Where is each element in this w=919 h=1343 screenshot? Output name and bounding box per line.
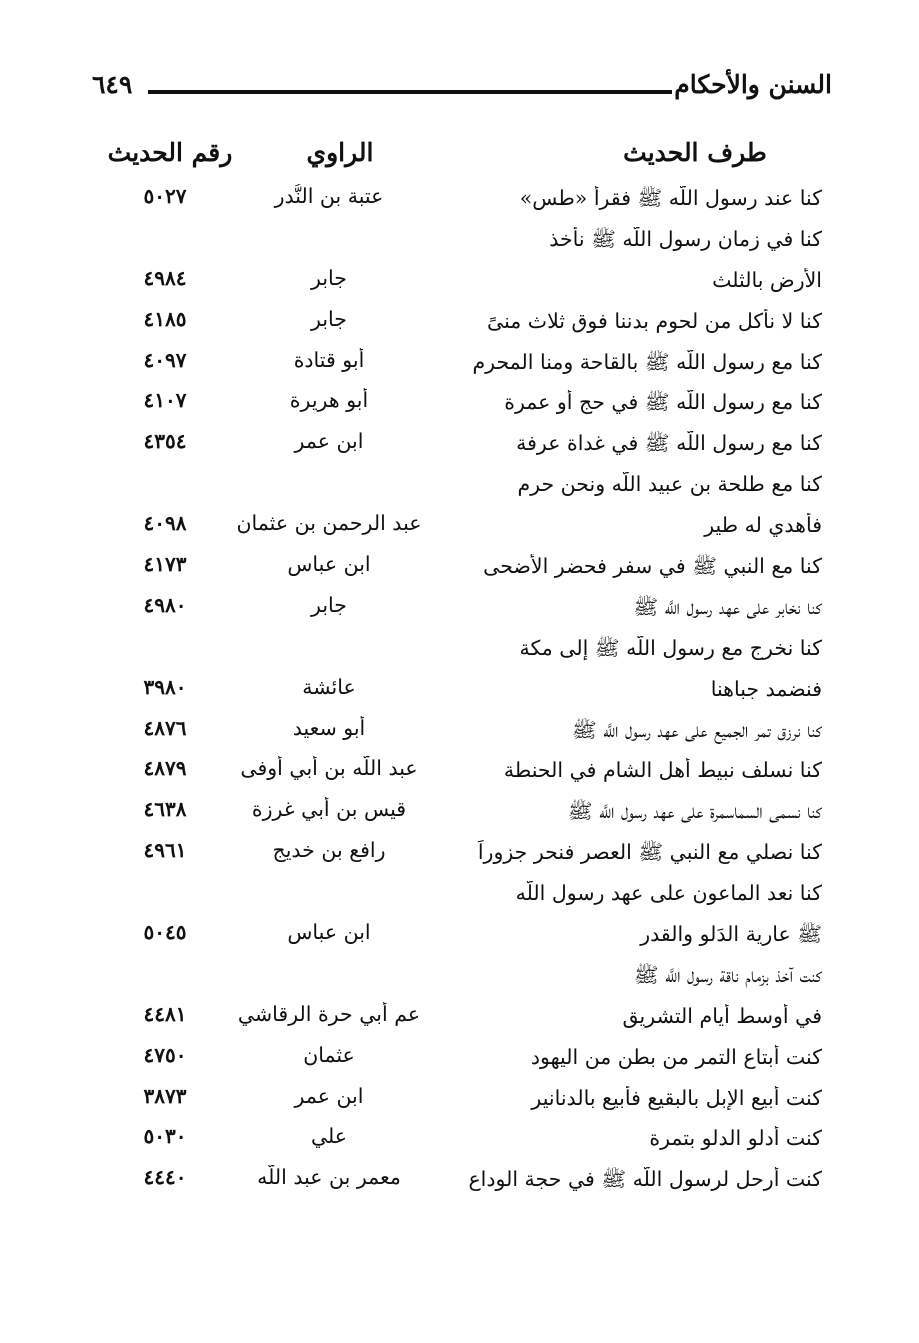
hadith-tarf: كنا نخرج مع رسول اللَّه ﷺ إلى مكة <box>519 635 822 660</box>
hadith-tarf: كنا مع النبي ﷺ في سفر فحضر الأضحى <box>483 554 822 579</box>
hadith-rawi: ابن عمر <box>294 1083 364 1108</box>
hadith-tarf: كنا مع رسول اللَّه ﷺ في حج أو عمرة <box>504 390 822 415</box>
hadith-number: ٥٠٤٥ <box>143 920 187 945</box>
table-row <box>90 264 830 305</box>
hadith-tarf: كنت أرحل لرسول اللَّه ﷺ في حجة الوداع <box>468 1167 822 1192</box>
table-row <box>90 673 830 714</box>
hadith-number: ٤٣٥٤ <box>143 429 187 454</box>
page-header <box>92 70 832 114</box>
hadith-tarf: كنا عند رسول اللَّه ﷺ فقرأ «طس» <box>519 186 822 210</box>
hadith-tarf: كنت أبتاع التمر من بطن من اليهود <box>530 1044 822 1069</box>
table-row <box>90 1163 830 1204</box>
page-number: ٦٤٩ <box>92 70 133 99</box>
column-header-rawi: الراوي <box>306 138 374 167</box>
hadith-number: ٥٠٣٠ <box>143 1124 187 1149</box>
hadith-number: ٤٨٧٩ <box>143 756 187 781</box>
hadith-rawi: أبو هريرة <box>289 388 369 413</box>
hadith-tarf: في أوسط أيام التشريق <box>622 1003 822 1028</box>
hadith-rawi: ابن عباس <box>287 552 371 577</box>
hadith-number: ٣٨٧٣ <box>143 1083 187 1108</box>
table-row <box>90 959 830 1000</box>
hadith-tarf: فنضمد جباهنا <box>710 676 822 701</box>
table-row <box>90 1000 830 1041</box>
table-row <box>90 305 830 346</box>
hadith-rawi: عائشة <box>302 674 356 699</box>
hadith-tarf: كنا نصلي مع النبي ﷺ العصر فنحر جزوراً <box>477 840 822 865</box>
hadith-rawi: أبو قتادة <box>293 347 365 372</box>
hadith-tarf: كنا لا نأكل من لحوم بدننا فوق ثلاث منىً <box>487 308 822 333</box>
table-row <box>90 714 830 755</box>
hadith-number: ٤٧٥٠ <box>143 1042 187 1067</box>
column-header-number: رقم الحديث <box>107 138 233 167</box>
table-row <box>90 591 830 632</box>
hadith-tarf: كنا نسمى السماسمرة على عهد رسول اللَّه ﷺ <box>567 799 822 824</box>
hadith-tarf: كنا نعد الماعون على عهد رسول اللَّه <box>515 881 822 906</box>
hadith-tarf: كنا نرزق تمر الجميع على عهد رسول اللَّه ﷺ <box>571 717 822 742</box>
hadith-tarf: كنا في زمان رسول اللَّه ﷺ نأخذ <box>549 226 822 251</box>
hadith-rawi: جابر <box>311 265 347 290</box>
table-row <box>90 836 830 877</box>
hadith-tarf: كنا مع طلحة بن عبيد اللَّه ونحن حرم <box>517 472 822 497</box>
hadith-tarf: كنا مع رسول اللَّه ﷺ في غداة عرفة <box>516 431 822 456</box>
hadith-tarf: كنت أدلو الدلو بتمرة <box>649 1126 822 1151</box>
hadith-tarf: كنت أبيع الإبل بالبقيع فأبيع بالدنانير <box>531 1085 822 1110</box>
table-row <box>90 918 830 959</box>
book-title: السنن والأحكام <box>674 70 832 99</box>
column-header-tarf: طرف الحديث <box>623 138 767 167</box>
hadith-number: ٤٨٧٦ <box>143 715 187 740</box>
hadith-index-table <box>90 182 830 1204</box>
hadith-rawi: علي <box>310 1124 348 1149</box>
hadith-number: ٤١٨٥ <box>143 306 187 331</box>
hadith-number: ٤٤٤٠ <box>143 1165 187 1190</box>
table-row <box>90 1041 830 1082</box>
hadith-rawi: ابن عمر <box>294 429 364 454</box>
hadith-tarf: كنا مع رسول اللَّه ﷺ بالقاحة ومنا المحرم <box>472 349 822 374</box>
table-row <box>90 1122 830 1163</box>
hadith-rawi: رافع بن خديج <box>272 838 386 863</box>
hadith-rawi: عبد الرحمن بن عثمان <box>236 511 422 536</box>
hadith-number: ٤٩٦١ <box>143 838 187 863</box>
hadith-rawi: عم أبي حرة الرقاشي <box>237 1001 421 1026</box>
table-row <box>90 795 830 836</box>
hadith-number: ٤٩٨٠ <box>143 592 187 617</box>
hadith-rawi: معمر بن عبد اللَّه <box>257 1165 401 1190</box>
hadith-number: ٤٦٣٨ <box>143 797 187 822</box>
hadith-rawi: عتبة بن النُّدر <box>274 184 384 208</box>
table-row <box>90 223 830 264</box>
hadith-number: ٤٠٩٧ <box>143 347 187 372</box>
table-row <box>90 509 830 550</box>
table-row <box>90 182 830 223</box>
hadith-rawi: قيس بن أبي غرزة <box>251 797 407 822</box>
table-row <box>90 427 830 468</box>
hadith-number: ٤٩٨٤ <box>143 265 187 290</box>
table-row <box>90 632 830 673</box>
hadith-number: ٤١٧٣ <box>143 552 187 577</box>
hadith-number: ٣٩٨٠ <box>143 674 187 699</box>
hadith-tarf: الأرض بالثلث <box>712 267 822 292</box>
hadith-number: ٤٠٩٨ <box>143 511 187 536</box>
hadith-tarf: كنا نسلف نبيط أهل الشام في الحنطة <box>503 758 822 783</box>
hadith-tarf: ﷺ عارية الدَلو والقدر <box>640 922 822 947</box>
table-row <box>90 754 830 795</box>
table-row <box>90 386 830 427</box>
hadith-tarf: كنت آخذ بزمام ناقة رسول اللَّه ﷺ <box>633 962 822 987</box>
hadith-rawi: عبد اللَّه بن أبي أوفى <box>240 756 418 781</box>
table-row <box>90 550 830 591</box>
hadith-rawi: أبو سعيد <box>292 715 366 740</box>
table-row <box>90 346 830 387</box>
header-rule <box>148 90 672 94</box>
hadith-number: ٤١٠٧ <box>143 388 187 413</box>
table-row <box>90 1082 830 1123</box>
table-row <box>90 877 830 918</box>
hadith-tarf: فأهدي له طير <box>704 513 822 538</box>
hadith-rawi: ابن عباس <box>287 920 371 945</box>
hadith-tarf: كنا نخابر على عهد رسول اللَّه ﷺ <box>633 594 822 619</box>
hadith-number: ٥٠٢٧ <box>143 184 187 208</box>
table-row <box>90 468 830 509</box>
hadith-rawi: جابر <box>311 592 347 617</box>
hadith-number: ٤٤٨١ <box>143 1001 187 1026</box>
hadith-rawi: عثمان <box>303 1042 355 1067</box>
hadith-rawi: جابر <box>311 306 347 331</box>
